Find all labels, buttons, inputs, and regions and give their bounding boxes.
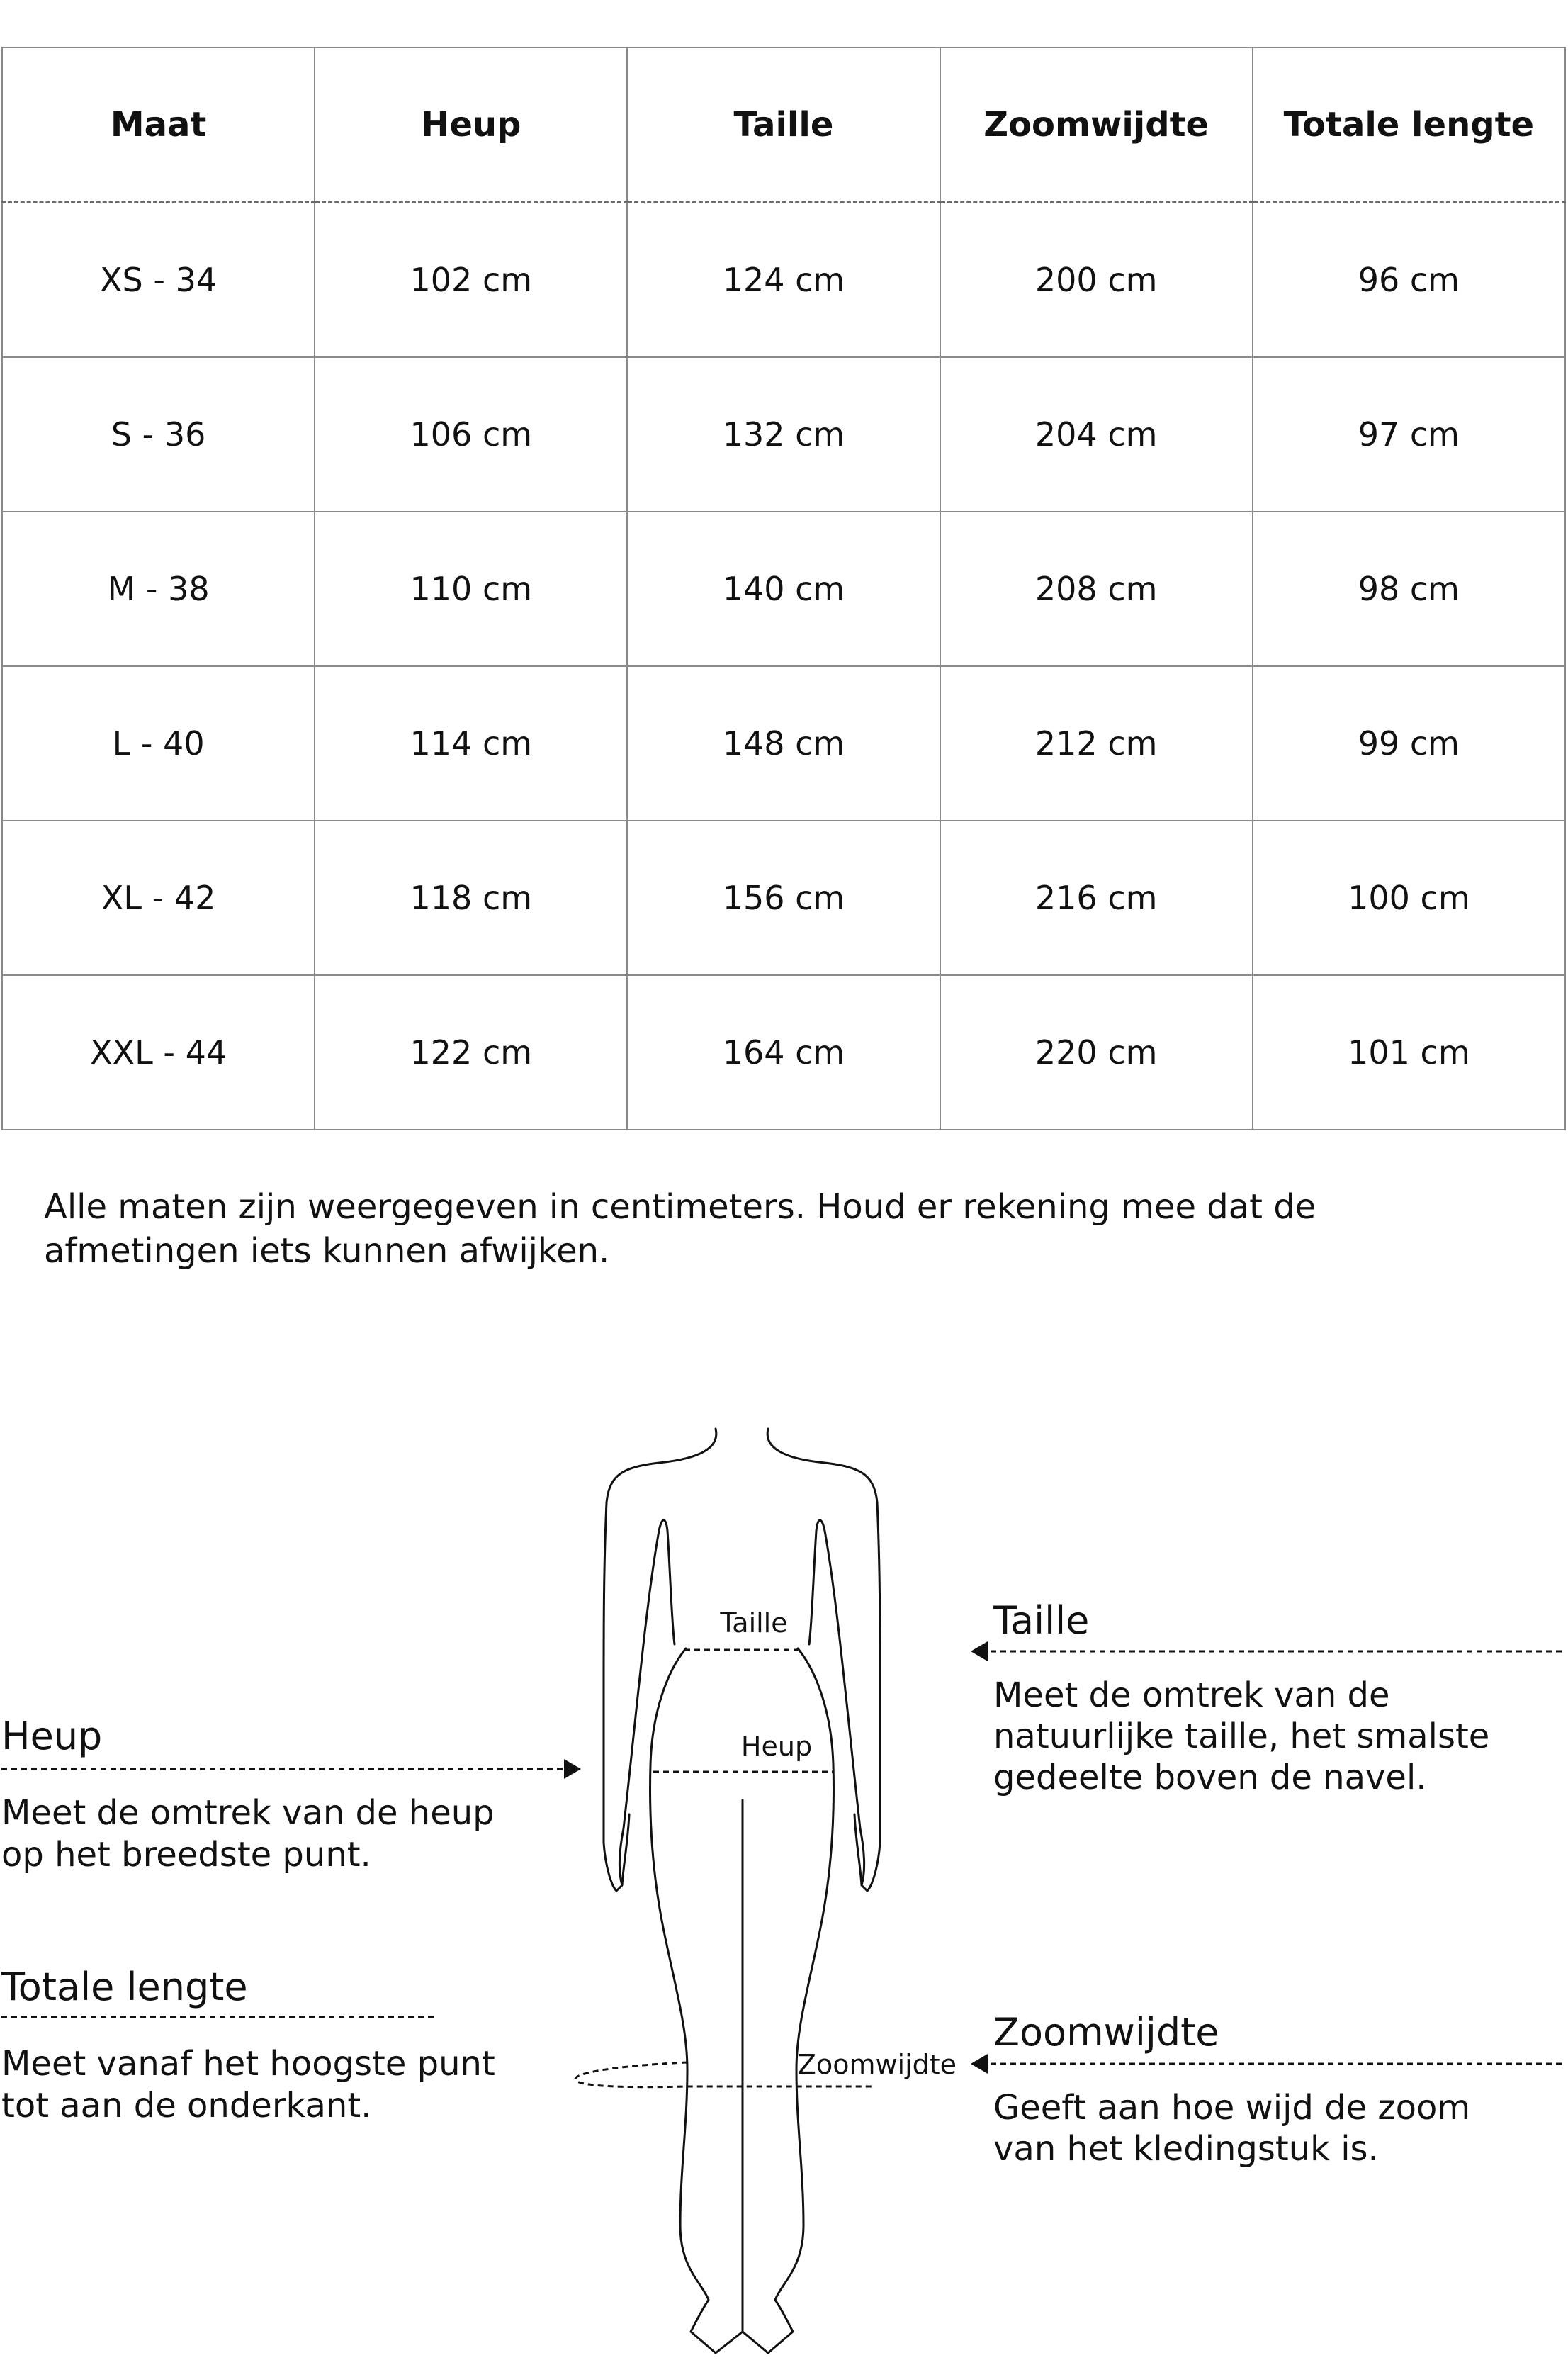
heup-callout-line1: Meet de omtrek van de heup	[1, 1793, 495, 1833]
table-row	[2, 357, 1565, 512]
table-cell: 97 cm	[1253, 357, 1565, 512]
table-row	[2, 821, 1565, 975]
zoomwijdte-callout-line1: Geeft aan hoe wijd de zoom	[993, 2088, 1471, 2128]
totale-lengte-callout-title: Totale lengte	[1, 1965, 248, 2009]
zoomwijdte-callout	[971, 2010, 1564, 2169]
table-cell: 212 cm	[940, 666, 1253, 821]
table-cell: 96 cm	[1253, 203, 1565, 358]
table-cell: M - 38	[2, 512, 315, 666]
table-cell: L - 40	[2, 666, 315, 821]
table-cell: 99 cm	[1253, 666, 1565, 821]
totale-lengte-callout-line1: Meet vanaf het hoogste punt	[1, 2044, 495, 2084]
table-cell: 118 cm	[315, 821, 627, 975]
table-cell: 216 cm	[940, 821, 1253, 975]
totale-lengte-callout	[1, 1965, 495, 2125]
table-cell: 156 cm	[627, 821, 940, 975]
table-cell: 164 cm	[627, 975, 940, 1130]
note-line-2: afmetingen iets kunnen afwijken.	[44, 1231, 610, 1271]
table-cell: 220 cm	[940, 975, 1253, 1130]
measurement-diagram	[0, 1389, 1568, 2362]
table-cell: S - 36	[2, 357, 315, 512]
table-cell: 140 cm	[627, 512, 940, 666]
figure-label-zoomwijdte: Zoomwijdte	[797, 2049, 957, 2080]
table-cell: 102 cm	[315, 203, 627, 358]
table-cell: 101 cm	[1253, 975, 1565, 1130]
header-taille: Taille	[627, 47, 940, 203]
left-shoulder-outline	[604, 1429, 716, 1891]
taille-callout-line1: Meet de omtrek van de	[993, 1675, 1390, 1715]
size-table	[1, 47, 1566, 1130]
table-cell: XXL - 44	[2, 975, 315, 1130]
heup-callout-title: Heup	[1, 1714, 103, 1758]
header-maat: Maat	[2, 47, 315, 203]
note-line-1: Alle maten zijn weergegeven in centimeters. Houd er rekening mee dat de	[44, 1187, 1316, 1227]
garment-left-outline	[650, 1648, 743, 2353]
table-cell: 132 cm	[627, 357, 940, 512]
taille-callout-line3: gedeelte boven de navel.	[993, 1758, 1427, 1797]
taille-callout-arrow-icon	[971, 1641, 988, 1661]
table-cell: 98 cm	[1253, 512, 1565, 666]
table-row	[2, 666, 1565, 821]
taille-callout-title: Taille	[993, 1598, 1090, 1643]
table-cell: 114 cm	[315, 666, 627, 821]
table-row	[2, 975, 1565, 1130]
table-cell: 208 cm	[940, 512, 1253, 666]
heup-callout-arrow-icon	[564, 1759, 581, 1779]
table-cell: 204 cm	[940, 357, 1253, 512]
table-cell: XS - 34	[2, 203, 315, 358]
zoomwijdte-callout-line2: van het kledingstuk is.	[993, 2129, 1379, 2169]
header-totale-lengte: Totale lengte	[1253, 47, 1565, 203]
table-cell: 100 cm	[1253, 821, 1565, 975]
heup-callout	[1, 1714, 581, 1875]
header-heup: Heup	[315, 47, 627, 203]
heup-callout-line2: op het breedste punt.	[1, 1835, 371, 1875]
table-cell: 122 cm	[315, 975, 627, 1130]
taille-callout-line2: natuurlijke taille, het smalste	[993, 1717, 1490, 1756]
figure-label-taille: Taille	[720, 1607, 788, 1639]
table-cell: 110 cm	[315, 512, 627, 666]
right-shoulder-outline	[767, 1429, 880, 1891]
zoomwijdte-callout-arrow-icon	[971, 2054, 988, 2074]
measurement-note	[44, 1185, 1532, 1273]
measurement-diagram-svg	[0, 1389, 1568, 2362]
totale-lengte-callout-line2: tot aan de onderkant.	[1, 2086, 372, 2125]
table-cell: XL - 42	[2, 821, 315, 975]
table-cell: 124 cm	[627, 203, 940, 358]
table-cell: 200 cm	[940, 203, 1253, 358]
body-figure	[604, 1429, 880, 2353]
table-row	[2, 512, 1565, 666]
table-row	[2, 203, 1565, 358]
taille-callout	[971, 1598, 1564, 1797]
figure-label-heup: Heup	[740, 1731, 813, 1762]
table-cell: 148 cm	[627, 666, 940, 821]
header-zoomwijdte: Zoomwijdte	[940, 47, 1253, 203]
table-header-row	[2, 47, 1565, 203]
table-cell: 106 cm	[315, 357, 627, 512]
zoomwijdte-callout-title: Zoomwijdte	[993, 2010, 1219, 2055]
